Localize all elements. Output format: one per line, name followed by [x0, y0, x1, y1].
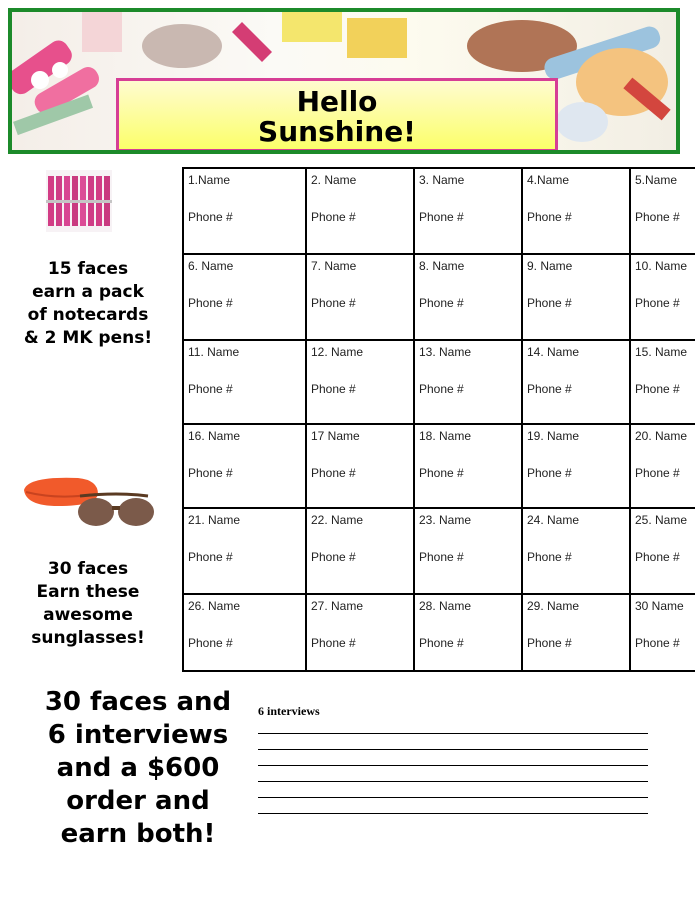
grid-cell[interactable] — [522, 340, 630, 424]
cell-name-label: 10. Name — [635, 259, 688, 273]
cell-phone-label: Phone # — [635, 210, 680, 224]
cell-name-label: 5.Name — [635, 173, 678, 187]
cell-phone-label: Phone # — [419, 636, 464, 650]
cell-name-label: 24. Name — [527, 513, 580, 527]
grid-row — [183, 594, 695, 671]
interview-write-line[interactable] — [258, 765, 648, 766]
cell-name-label: 20. Name — [635, 429, 688, 443]
promo1-line: & 2 MK pens! — [23, 328, 153, 348]
promo1-line: of notecards — [27, 305, 149, 325]
cell-name-label: 8. Name — [419, 259, 465, 273]
cell-phone-label: Phone # — [188, 466, 233, 480]
interview-write-line[interactable] — [258, 813, 648, 814]
grid-cell[interactable] — [630, 340, 695, 424]
grid-cell[interactable] — [414, 168, 522, 254]
cell-phone-label: Phone # — [188, 636, 233, 650]
cell-name-label: 18. Name — [419, 429, 472, 443]
promo1-line: 15 faces — [47, 259, 129, 279]
promo2-line: 30 faces — [47, 559, 129, 579]
promo3-line: 6 interviews — [47, 720, 229, 750]
cell-phone-label: Phone # — [311, 382, 356, 396]
cosmetics-top-image — [142, 12, 472, 76]
cell-phone-label: Phone # — [188, 382, 233, 396]
grid-cell[interactable] — [522, 424, 630, 508]
cell-name-label: 11. Name — [188, 345, 240, 359]
cell-phone-label: Phone # — [527, 296, 572, 310]
cell-phone-label: Phone # — [635, 550, 680, 564]
cell-name-label: 13. Name — [419, 345, 472, 359]
title-line-1: Hello — [296, 85, 378, 118]
cell-name-label: 30 Name — [635, 599, 684, 613]
grid-cell[interactable] — [183, 168, 306, 254]
cell-name-label: 9. Name — [527, 259, 573, 273]
promo-30-faces — [14, 558, 162, 650]
promo3-line: and a $600 — [56, 753, 220, 783]
interview-write-line[interactable] — [258, 781, 648, 782]
grid-cell[interactable] — [630, 424, 695, 508]
promo2-line: sunglasses! — [31, 628, 145, 648]
cell-phone-label: Phone # — [635, 296, 680, 310]
grid-row — [183, 424, 695, 508]
cell-phone-label: Phone # — [188, 210, 233, 224]
grid-cell[interactable] — [522, 508, 630, 594]
grid-cell[interactable] — [414, 424, 522, 508]
faces-grid — [182, 167, 695, 672]
cell-phone-label: Phone # — [419, 550, 464, 564]
cell-phone-label: Phone # — [527, 636, 572, 650]
pens-image — [42, 166, 116, 238]
grid-row — [183, 168, 695, 254]
title-line-2: Sunshine! — [258, 115, 416, 148]
promo2-line: awesome — [43, 605, 133, 625]
grid-cell[interactable] — [183, 340, 306, 424]
cell-phone-label: Phone # — [311, 296, 356, 310]
cell-phone-label: Phone # — [527, 550, 572, 564]
banner-title — [116, 78, 558, 152]
cell-name-label: 26. Name — [188, 599, 241, 613]
promo-15-faces — [14, 258, 162, 350]
cell-phone-label: Phone # — [527, 210, 572, 224]
cell-phone-label: Phone # — [188, 296, 233, 310]
cell-name-label: 2. Name — [311, 173, 357, 187]
grid-cell[interactable] — [306, 254, 414, 340]
header-banner — [8, 8, 680, 154]
cell-phone-label: Phone # — [188, 550, 233, 564]
sunglasses-image — [18, 472, 158, 532]
grid-cell[interactable] — [414, 340, 522, 424]
grid-cell[interactable] — [183, 508, 306, 594]
grid-cell[interactable] — [522, 254, 630, 340]
grid-row — [183, 254, 695, 340]
cell-name-label: 15. Name — [635, 345, 688, 359]
cell-phone-label: Phone # — [311, 466, 356, 480]
cell-phone-label: Phone # — [635, 636, 680, 650]
grid-cell[interactable] — [630, 594, 695, 671]
promo3-line: 30 faces and — [44, 687, 232, 717]
cell-name-label: 12. Name — [311, 345, 364, 359]
cell-name-label: 6. Name — [188, 259, 234, 273]
interview-write-line[interactable] — [258, 749, 648, 750]
grid-cell[interactable] — [306, 508, 414, 594]
cell-phone-label: Phone # — [311, 636, 356, 650]
grid-cell[interactable] — [522, 168, 630, 254]
grid-cell[interactable] — [306, 594, 414, 671]
grid-cell[interactable] — [522, 594, 630, 671]
cell-phone-label: Phone # — [419, 210, 464, 224]
interview-write-line[interactable] — [258, 797, 648, 798]
cell-phone-label: Phone # — [311, 210, 356, 224]
promo1-line: earn a pack — [32, 282, 144, 302]
grid-cell[interactable] — [183, 424, 306, 508]
grid-row — [183, 508, 695, 594]
cell-name-label: 4.Name — [527, 173, 570, 187]
cell-name-label: 29. Name — [527, 599, 580, 613]
cell-phone-label: Phone # — [419, 296, 464, 310]
grid-cell[interactable] — [306, 168, 414, 254]
grid-cell[interactable] — [183, 594, 306, 671]
interview-write-line[interactable] — [258, 733, 648, 734]
cell-phone-label: Phone # — [419, 382, 464, 396]
cell-name-label: 19. Name — [527, 429, 580, 443]
cell-phone-label: Phone # — [311, 550, 356, 564]
cell-name-label: 3. Name — [419, 173, 465, 187]
grid-cell[interactable] — [306, 340, 414, 424]
cell-name-label: 17 Name — [311, 429, 360, 443]
grid-cell[interactable] — [630, 168, 695, 254]
grid-cell[interactable] — [414, 508, 522, 594]
grid-cell[interactable] — [414, 594, 522, 671]
cell-name-label: 21. Name — [188, 513, 241, 527]
cell-phone-label: Phone # — [527, 382, 572, 396]
cell-name-label: 25. Name — [635, 513, 688, 527]
cell-phone-label: Phone # — [419, 466, 464, 480]
promo3-line: order and — [66, 786, 210, 816]
cell-phone-label: Phone # — [635, 382, 680, 396]
cosmetics-left-image — [12, 12, 132, 152]
cell-name-label: 22. Name — [311, 513, 364, 527]
cell-name-label: 16. Name — [188, 429, 241, 443]
grid-row — [183, 340, 695, 424]
cell-name-label: 23. Name — [419, 513, 472, 527]
grid-cell[interactable] — [414, 254, 522, 340]
grid-cell[interactable] — [306, 424, 414, 508]
cell-name-label: 7. Name — [311, 259, 357, 273]
promo2-line: Earn these — [36, 582, 140, 602]
cell-name-label: 27. Name — [311, 599, 364, 613]
grid-cell[interactable] — [630, 508, 695, 594]
grid-cell[interactable] — [630, 254, 695, 340]
grid-cell[interactable] — [183, 254, 306, 340]
cell-phone-label: Phone # — [635, 466, 680, 480]
interviews-label: 6 interviews — [258, 704, 320, 718]
cell-name-label: 14. Name — [527, 345, 580, 359]
cell-name-label: 1.Name — [188, 173, 231, 187]
promo-both — [28, 686, 248, 851]
cell-phone-label: Phone # — [527, 466, 572, 480]
promo3-line: earn both! — [60, 819, 216, 849]
cell-name-label: 28. Name — [419, 599, 472, 613]
